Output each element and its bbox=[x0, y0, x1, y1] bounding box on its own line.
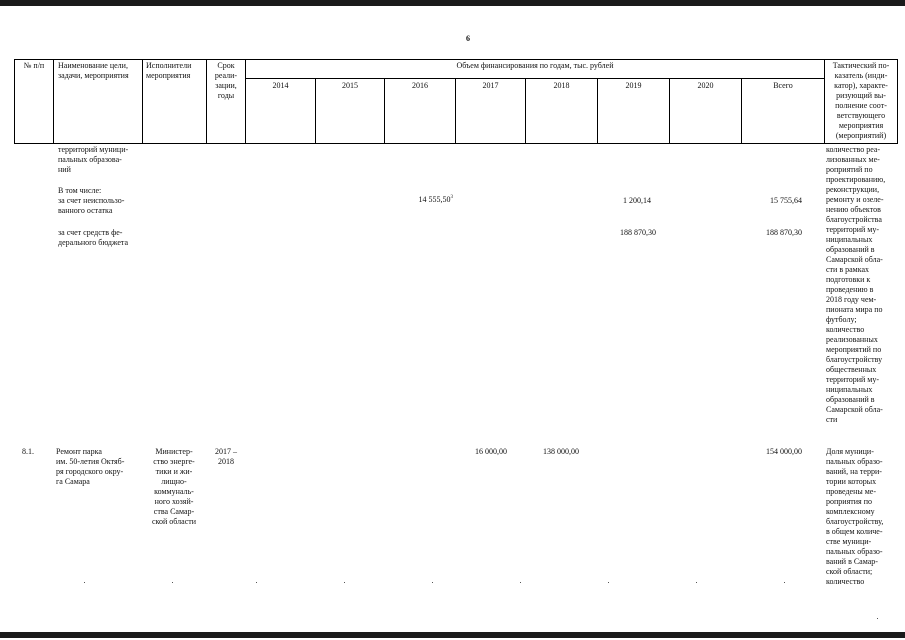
scan-dot bbox=[608, 582, 609, 583]
scan-dot bbox=[432, 582, 433, 583]
row-unused-total: 15 755,64 bbox=[770, 196, 802, 205]
header-year: 2017 bbox=[482, 81, 499, 90]
header-col-executors: Исполнители мероприятия bbox=[146, 61, 192, 80]
header-year: 2018 bbox=[553, 81, 570, 90]
block1-in-that-number: В том числе: bbox=[58, 186, 102, 195]
header-year: 2016 bbox=[412, 81, 428, 90]
years-header-line bbox=[245, 78, 824, 79]
header-year: 2014 bbox=[272, 81, 289, 90]
row-federal-2019: 188 870,30 bbox=[620, 228, 656, 237]
row-8-1-2017: 16 000,00 bbox=[475, 447, 507, 456]
col-line bbox=[897, 59, 898, 144]
header-col-term: Срок реали- зации, годы bbox=[214, 61, 238, 100]
row-federal-total: 188 870,30 bbox=[766, 228, 802, 237]
scan-dot bbox=[520, 582, 521, 583]
scan-dot bbox=[344, 582, 345, 583]
header-year: 2020 bbox=[697, 81, 714, 90]
row-8-1-2018: 138 000,00 bbox=[543, 447, 579, 456]
col-line bbox=[245, 59, 246, 144]
col-line bbox=[53, 59, 54, 144]
col-line bbox=[142, 59, 143, 144]
row-federal-label: за счет средств фе- дерального бюджета bbox=[58, 228, 129, 247]
page-number: 6 bbox=[466, 34, 470, 43]
bottom-border bbox=[0, 632, 905, 638]
row-unused-2019: 1 200,14 bbox=[623, 196, 651, 205]
scan-dot bbox=[877, 618, 878, 619]
header-year: 2019 bbox=[625, 81, 642, 90]
col-line bbox=[14, 59, 15, 144]
scan-dot bbox=[256, 582, 257, 583]
row-unused-label: за счет неиспользо- ванного остатка bbox=[58, 196, 125, 215]
block1-indicator: количество реа- лизованных ме- роприятий по проектированию, реконструкции, ремонту и озеле- нению объектов благоустройства территорий му- ниципальных образований в Самарской обла- сти в рамках подготовки к проведению в 2018 году чем- пионата мира по футболу; количество реализованных мероприятий по благоустройству общественных территорий му- ниципальных образований в Самарской обла- сти bbox=[826, 145, 886, 424]
row-8-1-name: Ремонт парка им. 50-летия Октяб- ря городского окру- га Самара bbox=[56, 447, 125, 486]
table-top-line bbox=[14, 59, 897, 60]
header-col-financing: Объем финансирования по годам, тыс. рублей bbox=[456, 61, 614, 70]
scan-dot bbox=[696, 582, 697, 583]
row-8-1-num: 8.1. bbox=[22, 447, 34, 456]
row-8-1-term: 2017 – 2018 bbox=[215, 447, 237, 466]
header-col-indicator: Тактический по- казатель (инди- катор), характе- ризующий вы- полнение соот- ветствующего мероприятия (мероприятий) bbox=[832, 61, 890, 140]
block1-name-top: территорий муници- пальных образова- ний bbox=[58, 145, 129, 174]
header-year: 2015 bbox=[342, 81, 358, 90]
row-unused-2016: 14 555,50$^3$ bbox=[418, 195, 453, 204]
header-col-name: Наименование цели, задачи, мероприятия bbox=[58, 61, 129, 80]
header-col-num: № п/п bbox=[23, 61, 45, 70]
row-8-1-executor: Министер- ство энерге- тики и жи- лищно- коммуналь- ного хозяй- ства Самар- ской области bbox=[151, 447, 197, 526]
row-8-1-total: 154 000,00 bbox=[766, 447, 802, 456]
scan-dot bbox=[172, 582, 173, 583]
top-border bbox=[0, 0, 905, 6]
scan-dot bbox=[84, 582, 85, 583]
scan-dot bbox=[784, 582, 785, 583]
header-year-total: Всего bbox=[773, 81, 793, 90]
row-8-1-indicator: Доля муници- пальных образо- ваний, на терри- тории которых проведены ме- роприятия по комплексному благоустройству, в общем количе- стве муници- пальных образо- ваний в Самар- ской области; количество bbox=[826, 447, 884, 586]
